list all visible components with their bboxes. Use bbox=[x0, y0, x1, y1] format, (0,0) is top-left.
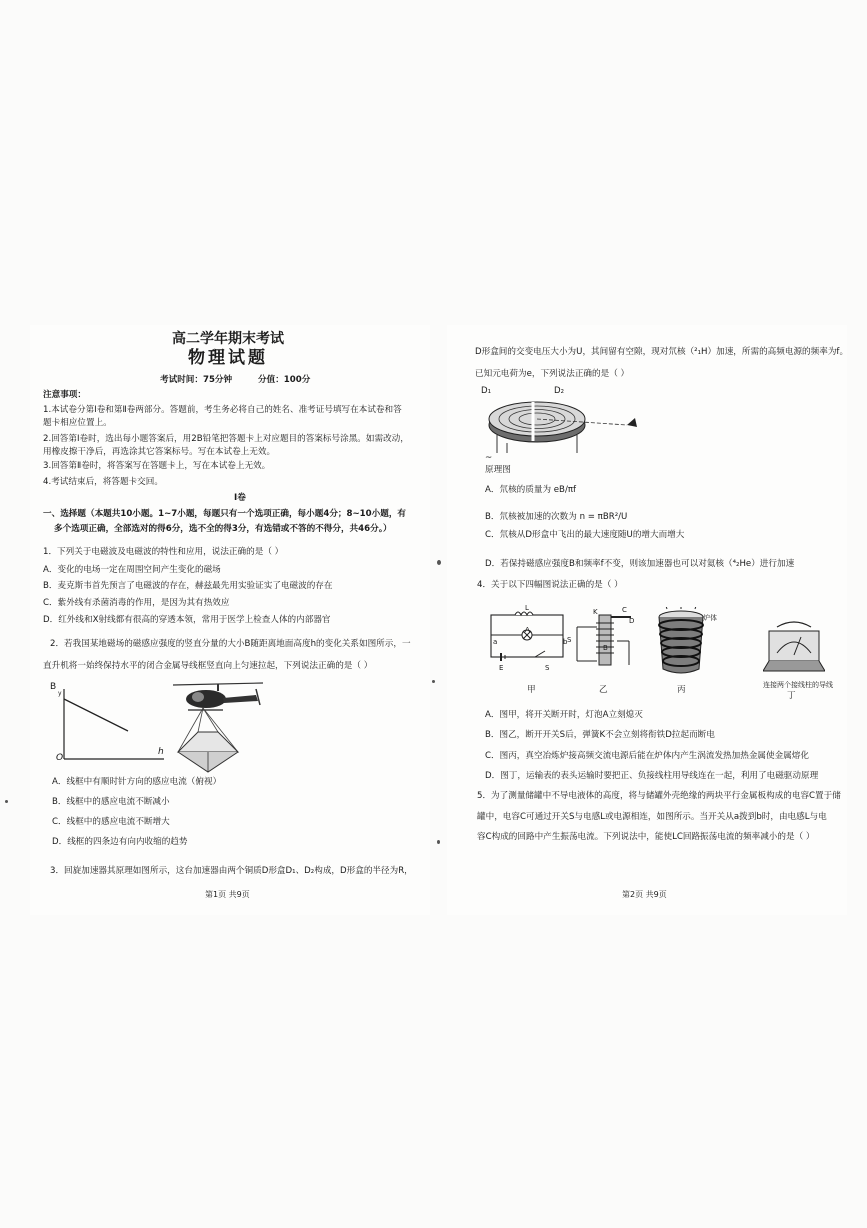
q2-origin: O bbox=[56, 753, 64, 763]
jia-label-E: E bbox=[499, 664, 504, 672]
jia-label-A: A bbox=[525, 626, 530, 634]
section-instruction: 多个选项正确，全部选对的得6分，选不全的得3分，有选错或不答的不得分，共46分。） bbox=[54, 524, 392, 534]
q2-graph-line bbox=[64, 699, 128, 731]
scan-speck bbox=[5, 800, 8, 803]
note-line: 用橡皮擦干净后，再选涂其它答案标号。写在本试卷上无效。 bbox=[43, 447, 276, 457]
fig3-caption: 原理图 bbox=[485, 465, 511, 475]
q4-option-a: A．图甲，将开关断开时，灯泡A立刻熄灭 bbox=[485, 710, 643, 720]
yi-label-C: C bbox=[622, 606, 627, 614]
q2-stem: 直升机将一始终保持水平的闭合金属导线框竖直向上匀速拉起，下列说法正确的是（ ） bbox=[43, 661, 373, 671]
figure-jia-circuit bbox=[485, 607, 570, 667]
ding-meter-note: 连接两个接线柱的导线 bbox=[763, 681, 833, 689]
yi-label-S: S bbox=[567, 636, 572, 644]
yi-label-D: D bbox=[629, 617, 635, 625]
q1-stem: 1．下列关于电磁波及电磁波的特性和应用，说法正确的是（ ） bbox=[43, 547, 284, 557]
q4-option-b: B．图乙，断开开关S后，弹簧K不会立刻将衔铁D拉起而断电 bbox=[485, 730, 715, 740]
q3-continued: D形盒间的交变电压大小为U，其间留有空隙，现对氘核（²₁H）加速，所需的高频电源的频率为f。 bbox=[475, 347, 849, 357]
jia-label-a: a bbox=[493, 638, 498, 646]
q3-option-b: B．氘核被加速的次数为 n = πBR²/U bbox=[485, 512, 628, 522]
note-line: 1.本试卷分第Ⅰ卷和第Ⅱ卷两部分。答题前，考生务必将自己的姓名、准考证号填写在本试卷和答 bbox=[43, 405, 402, 415]
q5-stem: 罐中，电容C可通过开关S与电感L或电源相连，如图所示。当开关从a拨到b时，由电感L与电 bbox=[477, 812, 827, 822]
figure-label-ding: 丁 bbox=[787, 691, 796, 701]
q2-axis-y-sub: y bbox=[58, 690, 62, 697]
section-label: Ⅰ卷 bbox=[234, 493, 246, 503]
jia-label-b: b bbox=[563, 638, 568, 646]
yi-label-K: K bbox=[593, 608, 598, 616]
fig3-d1: D₁ bbox=[481, 386, 492, 396]
q1-option-a: A．变化的电场一定在周围空间产生变化的磁场 bbox=[43, 565, 221, 575]
left-page bbox=[30, 325, 430, 915]
figure-label-yi: 乙 bbox=[599, 685, 608, 695]
figure-label-bing: 丙 bbox=[677, 685, 686, 695]
q2-option-c: C．线框中的感应电流不断增大 bbox=[52, 817, 170, 827]
fig3-wave: ~ bbox=[485, 453, 493, 463]
scan-speck bbox=[432, 680, 435, 683]
figure-ding-meter bbox=[763, 621, 825, 673]
jia-label-L: L bbox=[525, 604, 529, 612]
jia-label-S: S bbox=[545, 664, 550, 672]
q2-graph bbox=[46, 681, 176, 771]
q5-stem: 容C构成的回路中产生振荡电流。下列说法中，能使LC回路振荡电流的频率减小的是（ ） bbox=[477, 832, 815, 842]
q2-option-b: B．线框中的感应电流不断减小 bbox=[52, 797, 170, 807]
bing-label-furnace: 炉体 bbox=[703, 614, 717, 622]
header-title: 高二学年期末考试 bbox=[172, 331, 284, 347]
right-footer: 第2页 共9页 bbox=[622, 890, 667, 899]
section-instruction: 一、选择题（本题共10小题。1~7小题，每题只有一个选项正确，每小题4分；8~10小题，有 bbox=[43, 509, 407, 519]
figure-label-jia: 甲 bbox=[527, 685, 536, 695]
note-line: 题卡相应位置上。 bbox=[43, 418, 112, 428]
q5-stem: 5．为了测量储罐中不导电液体的高度，将与储罐外壳绝缘的两块平行金属板构成的电容C置于储 bbox=[477, 791, 841, 801]
q4-option-c: C．图丙，真空冶炼炉接高频交流电源后能在炉体内产生涡流发热加热金属使金属熔化 bbox=[485, 751, 809, 761]
note-line: 3.回答第Ⅱ卷时，将答案写在答题卡上，写在本试卷上无效。 bbox=[43, 461, 271, 471]
q3-continued: 已知元电荷为e，下列说法正确的是（ ） bbox=[475, 369, 630, 379]
exam-time: 考试时间：75分钟 bbox=[160, 375, 233, 385]
cyclotron-diagram bbox=[477, 385, 747, 465]
q4-option-d: D．图丁，运输表的表头运输时要把正、负接线柱用导线连在一起，利用了电磁驱动原理 bbox=[485, 771, 819, 781]
q1-option-b: B．麦克斯韦首先预言了电磁波的存在，赫兹最先用实验证实了电磁波的存在 bbox=[43, 581, 333, 591]
note-line: 4.考试结束后，将答题卡交回。 bbox=[43, 477, 163, 487]
q3-stem: 3．回旋加速器其原理如图所示，这台加速器由两个铜质D形盒D₁、D₂构成，D形盒的半径为R， bbox=[50, 866, 413, 876]
q2-option-a: A．线框中有顺时针方向的感应电流（俯视） bbox=[52, 777, 222, 787]
q2-axis-y: B bbox=[50, 682, 57, 692]
left-footer: 第1页 共9页 bbox=[205, 890, 250, 899]
full-score: 分值：100分 bbox=[258, 375, 311, 385]
q3-option-c: C．氘核从D形盒中飞出的最大速度随U的增大而增大 bbox=[485, 530, 685, 540]
scan-speck bbox=[437, 560, 441, 565]
yi-label-B: B bbox=[603, 644, 608, 652]
fig3-d2: D₂ bbox=[554, 386, 565, 396]
notes-title: 注意事项： bbox=[43, 390, 86, 400]
note-line: 2.回答第Ⅰ卷时，选出每小题答案后，用2B铅笔把答题卡上对应题目的答案标号涂黑。如需改动， bbox=[43, 434, 409, 444]
q4-stem: 4．关于以下四幅图说法正确的是（ ） bbox=[477, 580, 623, 590]
helicopter-illustration bbox=[168, 677, 268, 777]
q3-option-a: A．氘核的质量为 eB/πf bbox=[485, 485, 577, 495]
q2-option-d: D．线框的四条边有向内收缩的趋势 bbox=[52, 837, 188, 847]
right-page bbox=[447, 325, 847, 915]
q2-axis-x: h bbox=[158, 747, 164, 757]
q3-option-d: D．若保持磁感应强度B和频率f不变，则该加速器也可以对氦核（⁴₂He）进行加速 bbox=[485, 559, 795, 569]
subject-title: 物理试题 bbox=[188, 348, 268, 368]
q1-option-d: D．红外线和X射线都有很高的穿透本领，常用于医学上检查人体的内部器官 bbox=[43, 615, 331, 625]
scan-speck bbox=[437, 840, 440, 844]
q1-option-c: C．紫外线有杀菌消毒的作用，是因为其有热效应 bbox=[43, 598, 230, 608]
q2-stem: 2．若我国某地磁场的磁感应强度的竖直分量的大小B随距离地面高度h的变化关系如图所示，一 bbox=[50, 639, 411, 649]
